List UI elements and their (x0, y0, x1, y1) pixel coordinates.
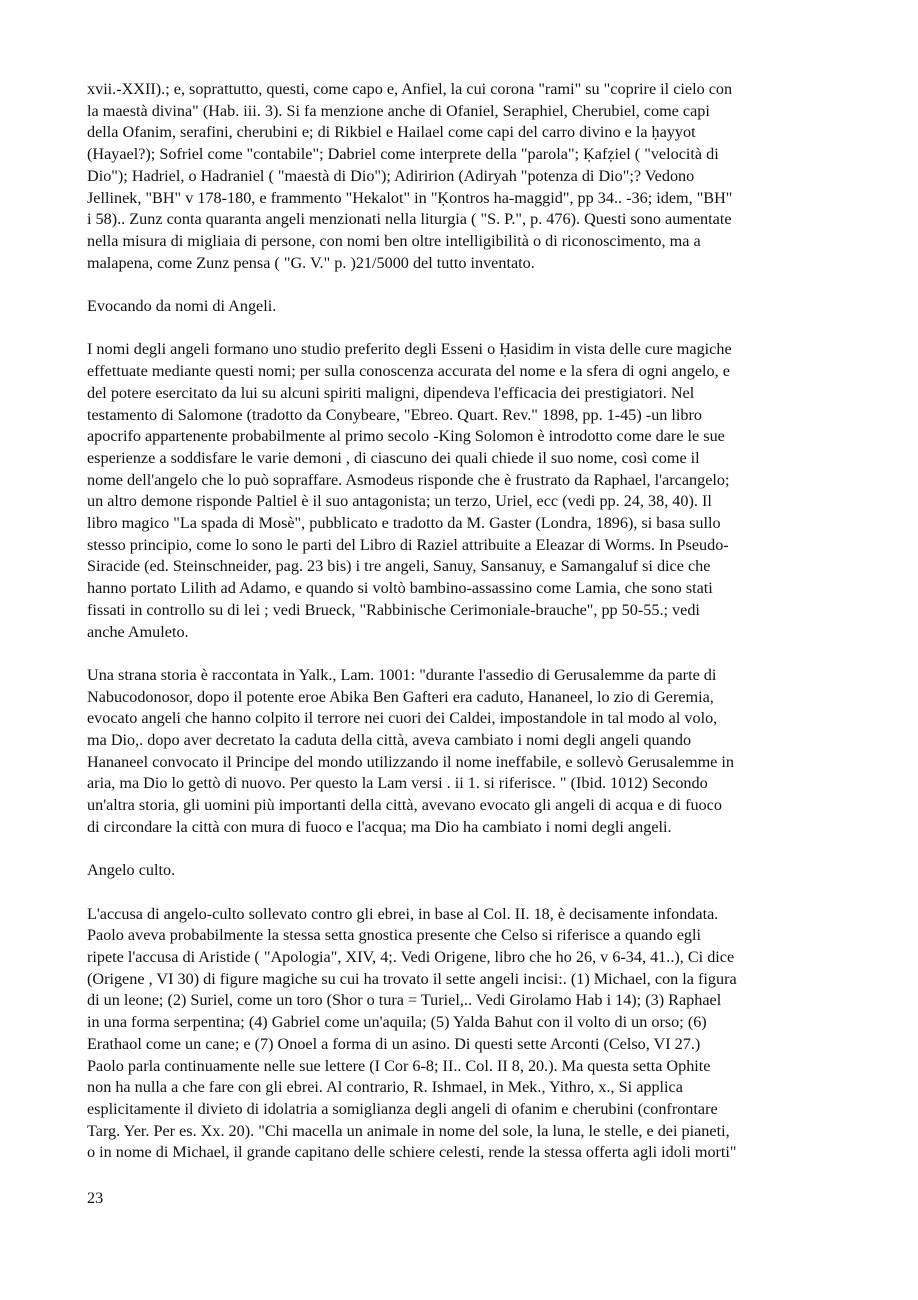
text-line: della Ofanim, serafini, cherubini e; di Rikbiel e Hailael come capi del carro divino e la ḥayyot (87, 123, 696, 142)
text-line: la maestà divina" (Hab. iii. 3). Si fa menzione anche di Ofaniel, Seraphiel, Cherubiel, come capi (87, 101, 710, 120)
text-line: Erathaol come un cane; e (7) Onoel a forma di un asino. Di questi sette Arconti (Celso, VI 27.) (87, 1034, 701, 1053)
text-line: o in nome di Michael, il grande capitano delle schiere celesti, rende la stessa offerta agli idoli morti" (87, 1143, 737, 1162)
text-line: esperienze a soddisfare le varie demoni , di ciascuno dei quali chiede il suo nome, così come il (87, 448, 700, 467)
text-line: di un leone; (2) Suriel, come un toro (Shor o tura = Turiel,.. Vedi Girolamo Hab i 14); (3) Raphael (87, 991, 722, 1010)
text-line: ma Dio,. dopo aver decretato la caduta della città, aveva cambiato i nomi degli angeli quando (87, 731, 692, 750)
text-line: fissati in controllo su di lei ; vedi Brueck, "Rabbinische Cerimoniale-brauche", pp 50-55.; vedi (87, 600, 700, 619)
text-line: Dio"); Hadriel, o Hadraniel ( "maestà di Dio"); Adiririon (Adiryah "potenza di Dio";? Vedono (87, 166, 695, 185)
text-line: nome dell'angelo che lo può sopraffare. Asmodeus risponde che è frustrato da Raphael, l'arcangelo; (87, 470, 730, 489)
text-line: I nomi degli angeli formano uno studio preferito degli Esseni o Ḥasidim in vista delle cure magiche (87, 340, 732, 359)
text-line: i 58).. Zunz conta quaranta angeli menzionati nella liturgia ( "S. P.", p. 476). Questi sono aumentate (87, 210, 732, 229)
text-line: ripete l'accusa di Aristide ( "Apologia", XIV, 4;. Vedi Origene, libro che ho 26, v 6-34, 41..), Ci dice (87, 948, 735, 967)
text-line: evocato angeli che hanno colpito il terrore nei cuori dei Caldei, impostandole in tal modo al volo, (87, 709, 718, 728)
text-line: Targ. Yer. Per es. Xx. 20). "Chi macella un animale in nome del sole, la luna, le stelle, e dei pianeti, (87, 1121, 730, 1140)
text-line: (Origene , VI 30) di figure magiche su cui ha trovato il sette angeli incisi:. (1) Michael, con la figura (87, 969, 737, 988)
paragraph (87, 339, 839, 643)
text-line: un'altra storia, gli uomini più importanti della città, avevano evocato gli angeli di acqua e di fuoco (87, 796, 722, 815)
text-line: apocrifo appartenente probabilmente al primo secolo -King Solomon è introdotto come dare le sue (87, 427, 725, 446)
text-line: del potere esercitato da lui su alcuni spiriti maligni, dipendeva l'efficacia dei prestigiatori. Nel (87, 383, 695, 402)
paragraph (87, 79, 839, 274)
section-heading (87, 296, 839, 318)
text-line: xvii.-XXII).; e, soprattutto, questi, come capo e, Anfiel, la cui corona "rami" su "coprire il cielo con (87, 80, 733, 98)
text-line: hanno portato Lilith ad Adamo, e quando si voltò bambino-assassino come Lamia, che sono stati (87, 579, 713, 598)
text-line: nella misura di migliaia di persone, con nomi ben oltre intelligibilità o di riconoscimento, ma a (87, 231, 701, 250)
paragraph (87, 665, 839, 839)
text-line: Una strana storia è raccontata in Yalk., Lam. 1001: "durante l'assedio di Gerusalemme da parte di (87, 665, 717, 684)
paragraph (87, 904, 839, 1164)
section-heading (87, 860, 839, 882)
text-line: Nabucodonosor, dopo il potente eroe Abika Ben Gafteri era caduto, Hananeel, lo zio di Geremia, (87, 687, 714, 706)
page-number: 23 (87, 1189, 104, 1207)
text-line: anche Amuleto. (87, 622, 189, 641)
text-line: Siracide (ed. Steinschneider, pag. 23 bis) i tre angeli, Sanuy, Sansanuy, e Samangaluf si dice che (87, 557, 711, 576)
text-line: stesso principio, come lo sono le parti del Libro di Raziel attribuite a Eleazar di Worms. In Pseudo- (87, 535, 729, 554)
text-line: non ha nulla a che fare con gli ebrei. Al contrario, R. Ishmael, in Mek., Yithro, x., Si applica (87, 1078, 683, 1097)
text-line: L'accusa di angelo-culto sollevato contro gli ebrei, in base al Col. II. 18, è decisamente infondata. (87, 904, 719, 923)
text-line: testamento di Salomone (tradotto da Conybeare, "Ebreo. Quart. Rev." 1898, pp. 1-45) -un libro (87, 405, 703, 424)
text-line: malapena, come Zunz pensa ( "G. V." p. )21/5000 del tutto inventato. (87, 253, 535, 272)
text-line: Hananeel convocato il Principe del mondo utilizzando il nome ineffabile, e sollevò Gerusalemme in (87, 752, 735, 771)
text-line: aria, ma Dio lo gettò di nuovo. Per questo la Lam versi . ii 1. si riferisce. " (Ibid. 1012) Secondo (87, 774, 708, 793)
text-line: Angelo culto. (87, 861, 176, 880)
text-line: libro magico "La spada di Mosè", pubblicato e tradotto da M. Gaster (Londra, 1896), si basa sullo (87, 514, 721, 533)
text-line: esplicitamente il divieto di idolatria a somiglianza degli angeli di ofanim e cherubini (confrontare (87, 1099, 718, 1118)
text-line: Evocando da nomi di Angeli. (87, 297, 277, 316)
text-line: effettuate mediante questi nomi; per sulla conoscenza accurata del nome e la sfera di ogni angelo, e (87, 362, 730, 381)
text-line: Paolo aveva probabilmente la stessa setta gnostica presente che Celso si riferisce a quando egli (87, 926, 702, 945)
text-line: Jellinek, "BH" v 178-180, e frammento "Hekalot" in "Ḳontros ha-maggid", pp 34.. -36; idem, "BH" (87, 188, 733, 207)
text-line: un altro demone risponde Paltiel è il suo antagonista; un terzo, Uriel, ecc (vedi pp. 24, 38, 40). Il (87, 492, 712, 511)
document-body (87, 79, 839, 1164)
text-line: Paolo parla continuamente nelle sue lettere (I Cor 6-8; II.. Col. II 8, 20.). Ma questa setta Ophite (87, 1056, 711, 1075)
text-line: di circondare la città con mura di fuoco e l'acqua; ma Dio ha cambiato i nomi degli angeli. (87, 817, 672, 836)
text-line: (Hayael?); Sofriel come "contabile"; Dabriel come interprete della "parola"; Ḳafẓiel ( "velocità di (87, 145, 719, 164)
text-line: in una forma serpentina; (4) Gabriel come un'aquila; (5) Yalda Bahut con il volto di un orso; (6) (87, 1013, 707, 1032)
document-page (87, 79, 839, 1186)
